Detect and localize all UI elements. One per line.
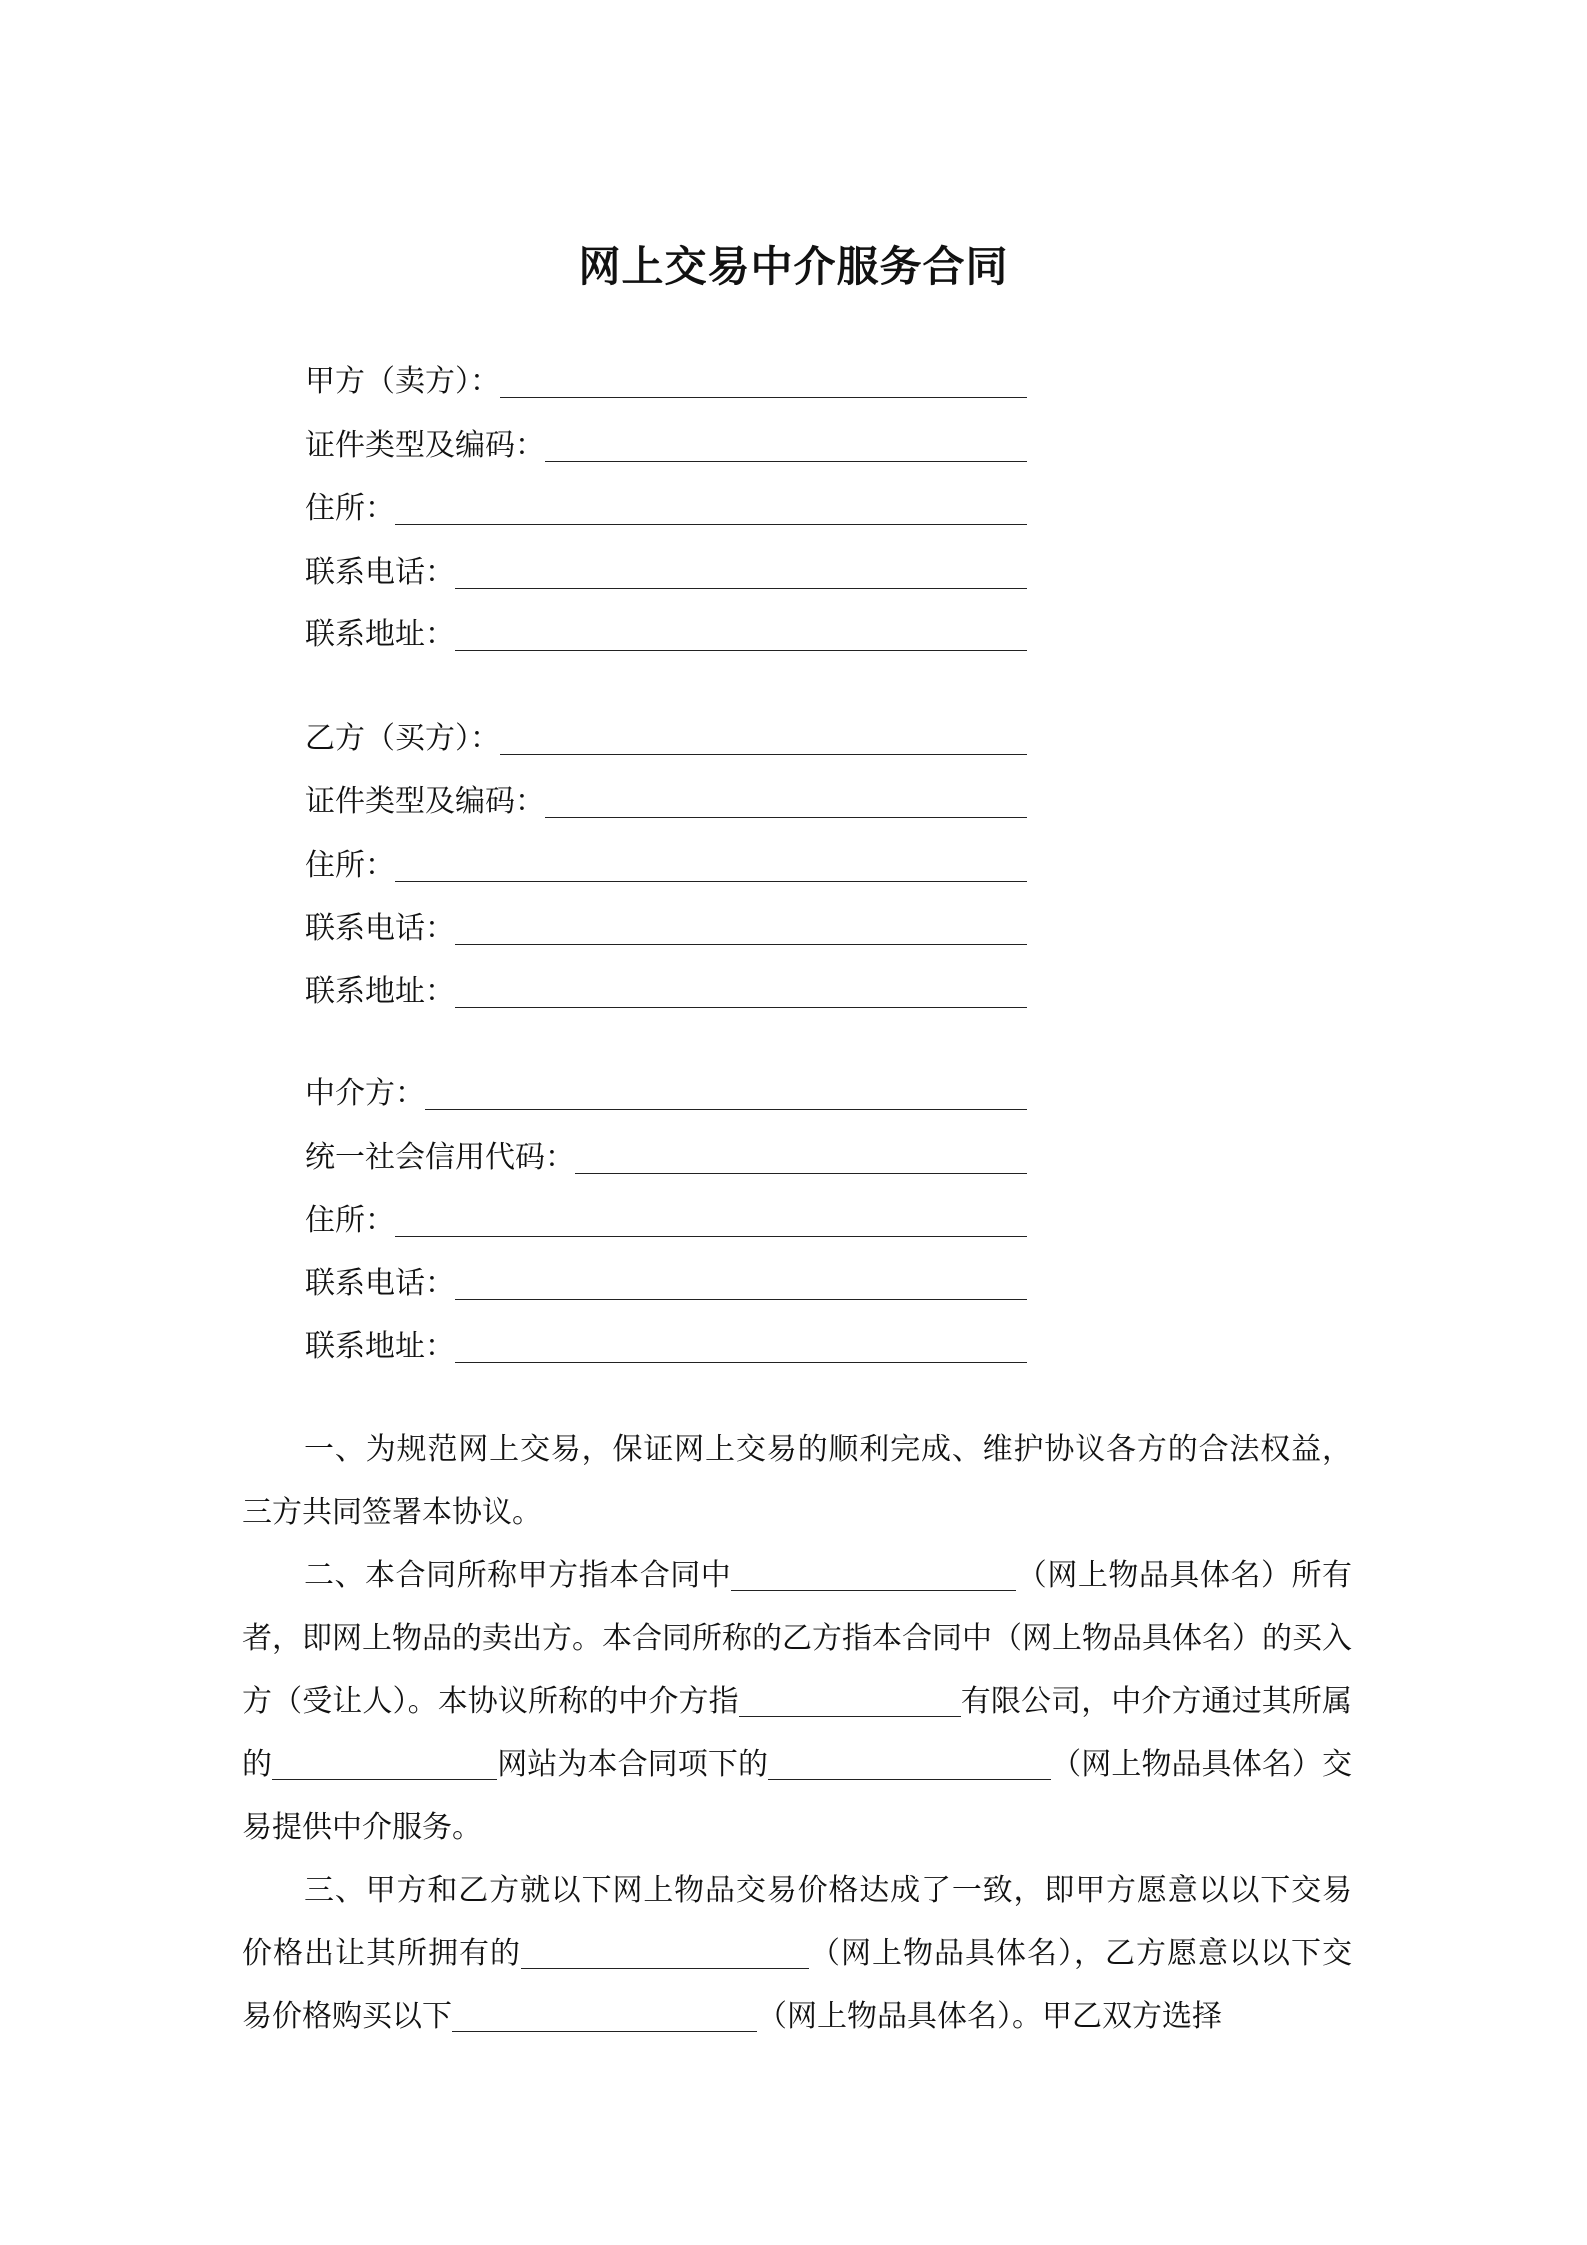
party-b-contact-address-blank[interactable] xyxy=(455,1006,1027,1008)
party-a-contact-address-field[interactable] xyxy=(305,607,1027,657)
document-title: 网上交易中介服务合同 xyxy=(578,242,1009,291)
intermediary-name-label: 中介方： xyxy=(305,1076,425,1111)
intermediary-name-blank[interactable] xyxy=(425,1108,1027,1110)
clause-3-item-name-blank[interactable] xyxy=(521,1938,809,1969)
intermediary-phone-blank[interactable] xyxy=(455,1298,1027,1300)
intermediary-address-label: 住所： xyxy=(305,1203,395,1238)
clause-3-item-name-blank-2[interactable] xyxy=(452,2001,757,2032)
party-b-address-label: 住所： xyxy=(305,848,395,883)
clause-3-part-1: 三、甲方和乙方就以下网上物品交易价格达成了一致，即甲方愿意以以下交易价格出让其所拥有的 xyxy=(242,1873,1352,1971)
party-b-name-blank[interactable] xyxy=(500,753,1027,755)
party-b-phone-label: 联系电话： xyxy=(305,911,455,946)
clause-2-company-blank[interactable] xyxy=(739,1686,961,1717)
party-a-phone-blank[interactable] xyxy=(455,587,1027,589)
intermediary-contact-address-field[interactable] xyxy=(305,1319,1027,1369)
party-a-address-field[interactable] xyxy=(305,481,1027,531)
party-b-id-field[interactable] xyxy=(305,774,1027,824)
clause-2-website-blank[interactable] xyxy=(272,1749,497,1780)
clause-2-part-4: 网站为本合同项下的 xyxy=(497,1747,769,1782)
intermediary-phone-field[interactable] xyxy=(305,1256,1027,1306)
clause-3-part-2: （网上物品具体名），乙方愿意以以下交易价格购买以下 xyxy=(242,1936,1352,2034)
party-b-name-label: 乙方（买方）： xyxy=(305,721,500,756)
intermediary-contact-address-blank[interactable] xyxy=(455,1361,1027,1363)
clause-2-part-5: （网上物品具体名）交易提供中介服务。 xyxy=(242,1747,1353,1845)
intermediary-address-blank[interactable] xyxy=(395,1235,1027,1237)
party-a-id-blank[interactable] xyxy=(545,460,1027,462)
party-a-address-blank[interactable] xyxy=(395,523,1027,525)
intermediary-name-field[interactable] xyxy=(305,1066,1027,1116)
party-b-address-field[interactable] xyxy=(305,838,1027,888)
intermediary-address-field[interactable] xyxy=(305,1193,1027,1243)
intermediary-credit-code-field[interactable] xyxy=(305,1130,1027,1180)
party-b-name-field[interactable] xyxy=(305,711,1027,761)
clause-2-part-1: 二、本合同所称甲方指本合同中 xyxy=(304,1558,732,1593)
clause-1: 一、为规范网上交易，保证网上交易的顺利完成、维护协议各方的合法权益，三方共同签署本协议。 xyxy=(242,1432,1352,1530)
party-b-phone-field[interactable] xyxy=(305,901,1027,951)
party-a-phone-field[interactable] xyxy=(305,545,1027,595)
party-b-contact-address-label: 联系地址： xyxy=(305,974,455,1009)
party-a-phone-label: 联系电话： xyxy=(305,555,455,590)
intermediary-phone-label: 联系电话： xyxy=(305,1266,455,1301)
party-a-contact-address-label: 联系地址： xyxy=(305,617,455,652)
party-a-name-label: 甲方（卖方）： xyxy=(305,364,500,399)
party-b-phone-blank[interactable] xyxy=(455,943,1027,945)
party-a-id-field[interactable] xyxy=(305,418,1027,468)
intermediary-contact-address-label: 联系地址： xyxy=(305,1329,455,1364)
party-a-contact-address-blank[interactable] xyxy=(455,649,1027,651)
clause-2-part-3: 有限公司，中介方通过其所属的 xyxy=(242,1684,1353,1782)
party-b-contact-address-field[interactable] xyxy=(305,964,1027,1014)
party-b-id-label: 证件类型及编码： xyxy=(305,784,545,819)
party-a-address-label: 住所： xyxy=(305,491,395,526)
clause-3 xyxy=(242,1859,1352,2048)
clause-2 xyxy=(242,1544,1352,1859)
party-b-address-blank[interactable] xyxy=(395,880,1027,882)
clause-2-item-name-blank-2[interactable] xyxy=(768,1749,1051,1780)
party-a-name-blank[interactable] xyxy=(500,396,1027,398)
intermediary-credit-code-label: 统一社会信用代码： xyxy=(305,1140,575,1175)
clause-2-item-name-blank[interactable] xyxy=(731,1560,1016,1591)
contract-body xyxy=(242,1418,1352,2048)
party-a-name-field[interactable] xyxy=(305,354,1027,404)
clause-2-part-2: （网上物品具体名）所有者，即网上物品的卖出方。本合同所称的乙方指本合同中（网上物品具体名）的买入方（受让人）。本协议所称的中介方指 xyxy=(242,1558,1353,1719)
intermediary-credit-code-blank[interactable] xyxy=(575,1172,1027,1174)
party-a-id-label: 证件类型及编码： xyxy=(305,428,545,463)
clause-3-part-3: （网上物品具体名）。甲乙双方选择 xyxy=(757,1999,1222,2034)
party-b-id-blank[interactable] xyxy=(545,816,1027,818)
